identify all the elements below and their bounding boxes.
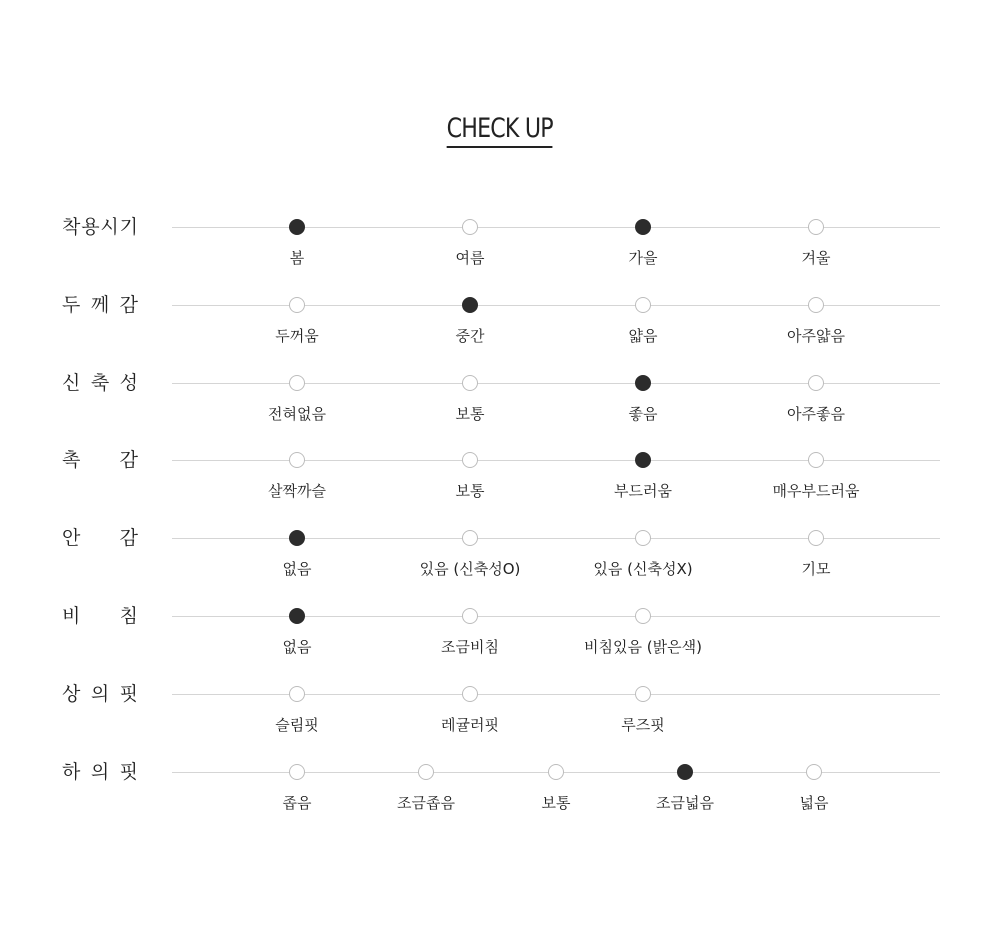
option-label: 살짝까슬 xyxy=(268,482,326,500)
row-track-line xyxy=(172,538,940,539)
row-label-char: 의 xyxy=(90,683,110,705)
unselected-dot-icon xyxy=(635,608,651,624)
row-track-line xyxy=(172,694,940,695)
row-label-char: 께 xyxy=(90,294,110,316)
unselected-dot-icon xyxy=(289,297,305,313)
row-label-char: 두 xyxy=(62,294,81,316)
row-label xyxy=(62,293,138,317)
selected-dot-icon xyxy=(635,452,651,468)
unselected-dot-icon xyxy=(808,375,824,391)
unselected-dot-icon xyxy=(462,219,478,235)
option-label: 겨울 xyxy=(801,249,831,267)
row-label-char: 핏 xyxy=(119,683,138,705)
row-label-char: 비 xyxy=(62,605,81,627)
page-title-wrap xyxy=(0,112,1000,148)
row-label xyxy=(62,448,138,472)
row-label-char: 침 xyxy=(119,605,138,627)
row-label xyxy=(62,215,138,239)
row-label-char: 안 xyxy=(62,527,81,549)
selected-dot-icon xyxy=(289,608,305,624)
unselected-dot-icon xyxy=(635,297,651,313)
row-label-char: 착 xyxy=(62,216,81,238)
option-label: 보통 xyxy=(455,405,485,423)
option-label: 조금넓음 xyxy=(656,794,714,812)
row-label-char: 감 xyxy=(119,449,138,471)
unselected-dot-icon xyxy=(462,452,478,468)
check-row xyxy=(0,449,1000,520)
selected-dot-icon xyxy=(462,297,478,313)
unselected-dot-icon xyxy=(462,686,478,702)
unselected-dot-icon xyxy=(808,297,824,313)
unselected-dot-icon xyxy=(289,452,305,468)
unselected-dot-icon xyxy=(289,686,305,702)
row-label-char: 신 xyxy=(62,372,81,394)
option-label: 조금좁음 xyxy=(397,794,455,812)
check-row xyxy=(0,294,1000,365)
row-label-char: 의 xyxy=(90,761,110,783)
selected-dot-icon xyxy=(635,375,651,391)
selected-dot-icon xyxy=(635,219,651,235)
row-track-line xyxy=(172,227,940,228)
option-label: 중간 xyxy=(455,327,485,345)
option-label: 매우부드러움 xyxy=(772,482,860,500)
row-track-line xyxy=(172,383,940,384)
option-label: 아주얇음 xyxy=(787,327,845,345)
check-row xyxy=(0,761,1000,832)
check-row xyxy=(0,216,1000,287)
unselected-dot-icon xyxy=(808,219,824,235)
option-label: 기모 xyxy=(801,560,831,578)
row-track-line xyxy=(172,460,940,461)
row-label-char: 성 xyxy=(119,372,138,394)
option-label: 여름 xyxy=(455,249,485,267)
row-label-char: 촉 xyxy=(62,449,81,471)
unselected-dot-icon xyxy=(462,530,478,546)
row-label-char: 기 xyxy=(119,216,138,238)
option-label: 없음 xyxy=(282,638,312,656)
option-label: 없음 xyxy=(282,560,312,578)
row-label xyxy=(62,682,138,706)
row-label-char: 축 xyxy=(90,372,110,394)
option-label: 있음 (신축성X) xyxy=(593,560,693,578)
row-label-char: 하 xyxy=(62,761,81,783)
row-label-char: 용 xyxy=(81,216,100,238)
option-label: 비침있음 (밝은색) xyxy=(584,638,702,656)
row-label-char: 감 xyxy=(119,527,138,549)
row-label-char: 시 xyxy=(100,216,119,238)
unselected-dot-icon xyxy=(289,764,305,780)
check-row xyxy=(0,605,1000,676)
row-label-char: 감 xyxy=(119,294,138,316)
unselected-dot-icon xyxy=(289,375,305,391)
option-label: 레귤러핏 xyxy=(441,716,499,734)
option-label: 아주좋음 xyxy=(787,405,845,423)
selected-dot-icon xyxy=(289,219,305,235)
unselected-dot-icon xyxy=(635,530,651,546)
check-row xyxy=(0,683,1000,754)
row-track-line xyxy=(172,305,940,306)
page-title: CHECK UP xyxy=(447,112,553,148)
option-label: 가을 xyxy=(628,249,658,267)
check-row xyxy=(0,527,1000,598)
option-label: 얇음 xyxy=(628,327,658,345)
option-label: 보통 xyxy=(455,482,485,500)
unselected-dot-icon xyxy=(462,608,478,624)
unselected-dot-icon xyxy=(635,686,651,702)
unselected-dot-icon xyxy=(548,764,564,780)
row-label xyxy=(62,371,138,395)
selected-dot-icon xyxy=(677,764,693,780)
option-label: 전혀없음 xyxy=(268,405,326,423)
unselected-dot-icon xyxy=(418,764,434,780)
option-label: 넓음 xyxy=(799,794,829,812)
row-label xyxy=(62,526,138,550)
option-label: 조금비침 xyxy=(441,638,499,656)
unselected-dot-icon xyxy=(808,452,824,468)
unselected-dot-icon xyxy=(808,530,824,546)
option-label: 보통 xyxy=(541,794,571,812)
row-label-char: 상 xyxy=(62,683,81,705)
selected-dot-icon xyxy=(289,530,305,546)
option-label: 좋음 xyxy=(628,405,658,423)
option-label: 봄 xyxy=(289,249,305,267)
option-label: 있음 (신축성O) xyxy=(419,560,521,578)
option-label: 슬림핏 xyxy=(275,716,319,734)
option-label: 루즈핏 xyxy=(621,716,665,734)
unselected-dot-icon xyxy=(806,764,822,780)
unselected-dot-icon xyxy=(462,375,478,391)
option-label: 좁음 xyxy=(282,794,312,812)
row-label xyxy=(62,760,138,784)
option-label: 두꺼움 xyxy=(275,327,319,345)
option-label: 부드러움 xyxy=(614,482,672,500)
row-label xyxy=(62,604,138,628)
row-track-line xyxy=(172,616,940,617)
row-label-char: 핏 xyxy=(119,761,138,783)
check-row xyxy=(0,372,1000,443)
